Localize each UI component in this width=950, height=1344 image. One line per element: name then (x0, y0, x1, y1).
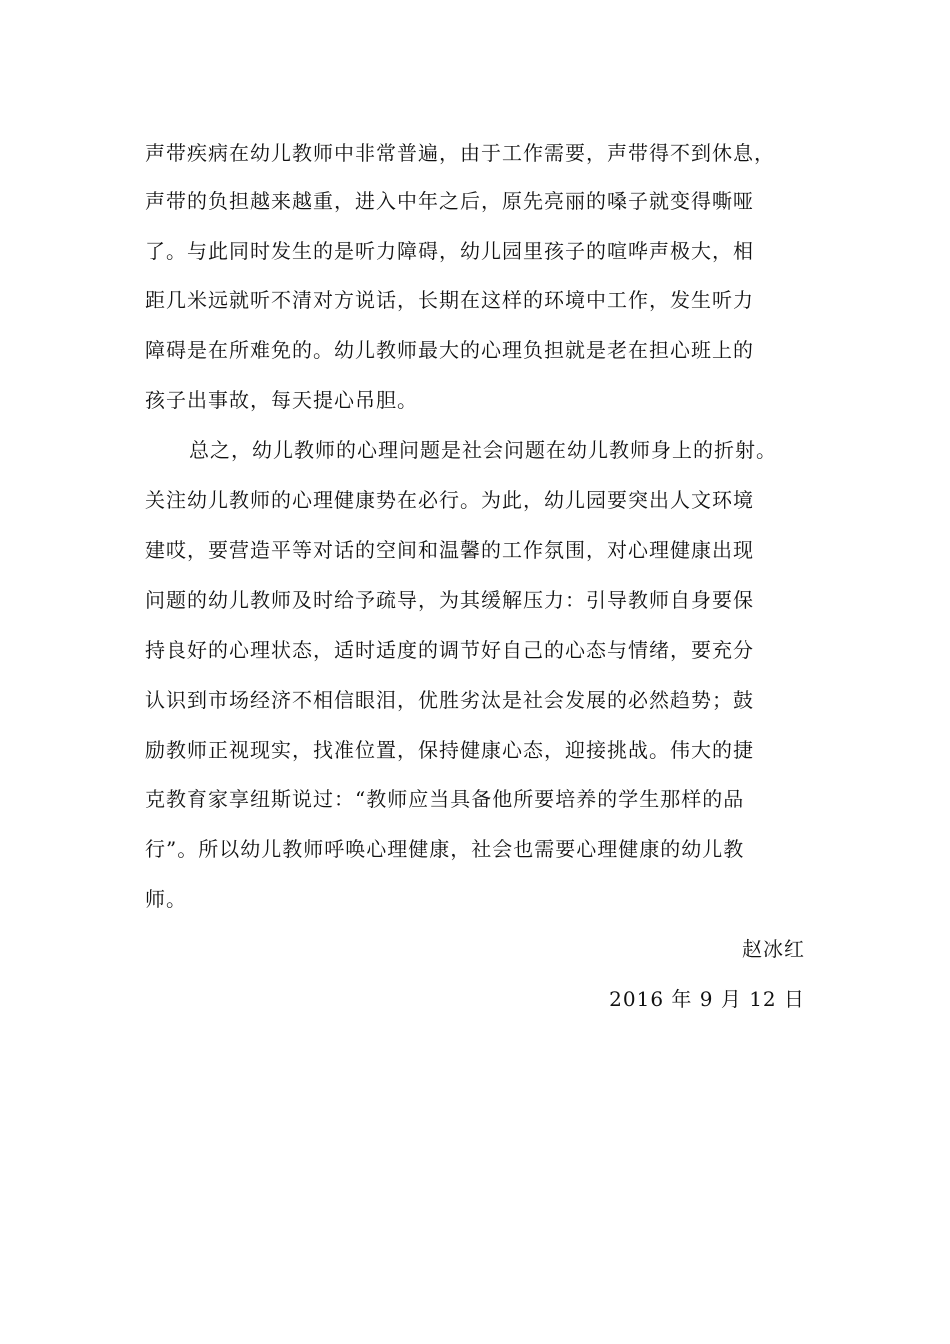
paragraph-2-line: 问题的幼儿教师及时给予疏导，为其缓解压力：引导教师自身要保 (145, 588, 754, 612)
date: 2016 年 9 月 12 日 (609, 987, 805, 1011)
paragraph-2-line: 总之，幼儿教师的心理问题是社会问题在幼儿教师身上的折射。 (189, 438, 777, 462)
paragraph-2-line: 励教师正视现实，找准位置，保持健康心态，迎接挑战。伟大的捷 (145, 738, 754, 762)
paragraph-2-line: 克教育家享纽斯说过：“教师应当具备他所要培养的学生那样的品 (145, 787, 745, 811)
paragraph-1-line: 声带的负担越来越重，进入中年之后，原先亮丽的嗓子就变得嘶哑 (145, 189, 754, 213)
paragraph-1-line: 声带疾病在幼儿教师中非常普遍，由于工作需要，声带得不到休息， (145, 141, 775, 165)
paragraph-2-line: 建哎，要营造平等对话的空间和温馨的工作氛围，对心理健康出现 (145, 538, 754, 562)
paragraph-1-line: 距几米远就听不清对方说话，长期在这样的环境中工作，发生听力 (145, 288, 754, 312)
paragraph-2-line: 师。 (145, 887, 187, 911)
paragraph-2-line: 关注幼儿教师的心理健康势在必行。为此，幼儿园要突出人文环境 (145, 488, 754, 512)
paragraph-1-line: 了。与此同时发生的是听力障碍，幼儿园里孩子的喧哗声极大，相 (145, 239, 754, 263)
paragraph-2-line: 行”。所以幼儿教师呼唤心理健康，社会也需要心理健康的幼儿教 (145, 837, 745, 861)
paragraph-1-line: 孩子出事故，每天提心吊胆。 (145, 388, 418, 412)
paragraph-2-line: 持良好的心理状态，适时适度的调节好自己的心态与情绪，要充分 (145, 638, 754, 662)
paragraph-1-line: 障碍是在所难免的。幼儿教师最大的心理负担就是老在担心班上的 (145, 338, 754, 362)
paragraph-2-line: 认识到市场经济不相信眼泪，优胜劣汰是社会发展的必然趋势；鼓 (145, 688, 754, 712)
signature: 赵冰红 (742, 937, 805, 961)
